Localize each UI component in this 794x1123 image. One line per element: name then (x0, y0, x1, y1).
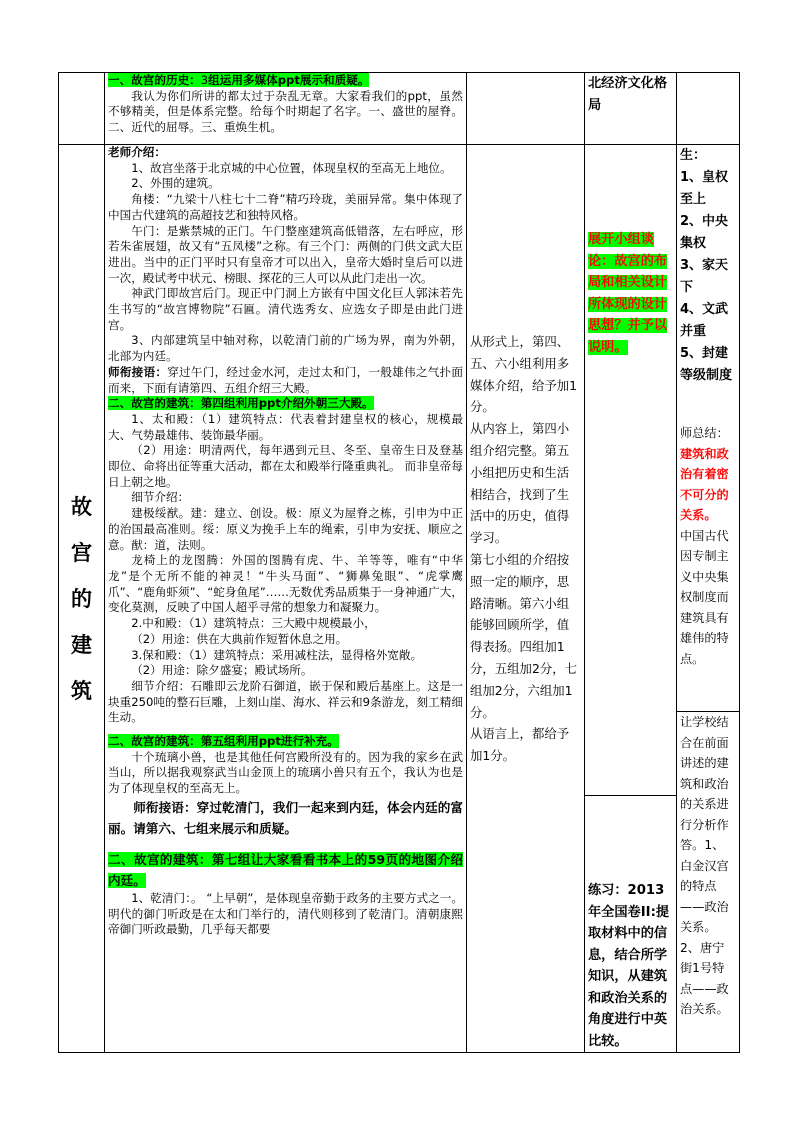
student-answers-box (677, 145, 739, 712)
summary-label: 师总结： (680, 426, 729, 440)
sec2a-p6: 2.中和殿：（1）建筑特点：三大殿中规模最小， (131, 616, 376, 631)
teacher-p6: 3、内部建筑呈中轴对称，以乾清门前的广场为界，南为外朝，北部为内廷。 (108, 333, 463, 364)
sec2a-p8: 3.保和殿：（1）建筑特点：采用减柱法，显得格外宽敞。 (131, 647, 423, 662)
section-char-5: 筑 (71, 677, 92, 703)
history-body: 我认为你们所讲的都太过于杂乱无章。大家看我们的ppt，虽然不够精美，但是体系完整。给每个时期起了名字。一、盛世的屋脊。二、近代的屈辱。三、重焕生机。 (108, 88, 463, 135)
teacher-p4: 午门：是紫禁城的正门。午门整座建筑高低错落，左右呼应，形若朱雀展翅，故又有“五凤楼”之称。有三个门：两侧的门供文武大臣进出。当中的正门平时只有皇帝才可以出入，皇帝大婚时皇后可以进一次，殿试考中状元、榜眼、探花的三人可以从此门走出一次。 (108, 223, 463, 285)
teacher-intro-title: 老师介绍： (108, 145, 166, 159)
sec2a-p5: 龙椅上的龙图腾：外国的图腾有虎、牛、羊等等，唯有“中华龙”是个无所不能的神灵！“牛头马面”、“狮鼻兔眼”、“虎掌鹰爪”、“鹿角虾须”、“蛇身鱼尾”……无数优秀品质集于一身神通广大，变化莫测，反映了中国人超乎寻常的想象力和凝聚力。 (108, 553, 463, 615)
guide-text: 让学校结合在前面讲述的建筑和政治的关系进行分析作答。1、白金汉宫的特点——政治关系。2、唐宁街1号特点——政治关系。 (680, 715, 729, 1016)
sec2c-heading: 二、故宫的建筑：第七组让大家看看书本上的59页的地图介绍内廷。 (108, 851, 464, 888)
teacher-p2: 2、外围的建筑。 (131, 176, 220, 191)
history-heading: 一、故宫的历史：3组运用多媒体ppt展示和质疑。 (108, 73, 370, 87)
bridge-1: 师衔接语：穿过午门，经过金水河，走过太和门，一般雄伟之气扑面而来，下面有请第四、五组介绍三大殿。 (108, 364, 463, 395)
student-cell (677, 145, 740, 1053)
bridge-2: 师衔接语：穿过乾清门，我们一起来到内廷，体会内廷的富丽。请第六、七组来展示和质疑。 (108, 799, 464, 836)
activity-cell (585, 145, 677, 1053)
row1-student-cell (677, 73, 740, 145)
history-content-cell (105, 73, 467, 145)
sec2a-p2: （2）用途：明清两代，每年遇到元旦、冬至、皇帝生日及登基即位、命将出征等重大活动，都在太和殿举行隆重典礼。 而非皇帝每日上朝之地。 (108, 443, 463, 489)
economic-culture-pattern: 北经济文化格局 (588, 76, 668, 113)
eval-form: 从形式上，第四、五、六小组利用多媒体介绍，给予加1分。 (470, 334, 578, 415)
eval-content: 从内容上，第四小组介绍完整。第五小组把历史和生活相结合，找到了生活中的历史，值得学习。 (470, 421, 570, 546)
row1-activity-cell (585, 73, 677, 145)
students-title: 生： (680, 148, 707, 163)
eval-groups: 第七小组的介绍按照一定的顺序，思路清晰。第六小组能够回顾所学，值得表扬。四组加1分，五组加2分，七组加2分，六组加1分。 (470, 551, 578, 720)
discussion-box (585, 229, 676, 796)
sec2c-p1: 1、乾清门：。 “上早朝”，是体现皇帝勤于政务的主要方式之一。明代的御门听政是在太和门举行的，清代则移到了乾清门。清朝康熙帝御门听政最勤，几乎每天都要 (108, 890, 463, 937)
summary-rest: 中国古代因专制主义中央集权制度而建筑具有雄伟的特点。 (680, 528, 729, 666)
discussion-text: 展开小组谈论：故宫的布局和相关设计所体现的设计思想？并予以说明。 (588, 232, 668, 355)
row1-eval-cell (467, 73, 585, 145)
answer-1: 1、皇权至上 (680, 170, 729, 207)
teacher-p5: 神武门即故宫后门。现正中门洞上方嵌有中国文化巨人郭沫若先生书写的“故宫博物院”石匾。清代选秀女、应选女子即是由此门进宫。 (108, 286, 463, 332)
sec2b-p1: 十个琉璃小兽，也是其他任何宫殿所没有的。因为我的家乡在武当山，所以据我观察武当山金顶上的琉璃小兽只有五个，我认为也是为了体现皇权的至高无上。 (108, 749, 463, 796)
eval-language: 从语言上，都给予加1分。 (470, 726, 570, 764)
answer-2: 2、中央集权 (680, 214, 729, 251)
sec2a-heading: 二、故宫的建筑：第四组利用ppt介绍外朝三大殿。 (108, 396, 374, 411)
answer-3: 3、家天下 (680, 258, 729, 295)
sec2a-p3: 细节介绍： (131, 490, 190, 505)
sec2a-p1: 1、太和殿：（1）建筑特点：代表着封建皇权的核心，规模最大、气势最雄伟、装饰最华丽。 (108, 411, 463, 442)
section-label-cell (59, 145, 105, 1053)
architecture-content-cell (105, 145, 467, 1053)
sec2b-heading: 二、故宫的建筑：第五组利用ppt进行补充。 (108, 734, 339, 749)
row1-label-cell (59, 73, 105, 145)
lesson-plan-table (58, 72, 740, 1053)
answer-5: 5、封建等级制度 (680, 346, 733, 383)
section-char-3: 的 (71, 585, 92, 611)
section-char-1: 故 (71, 493, 92, 519)
exercise-text: 练习：2013年全国卷II:提取材料中的信息，结合所学知识，从建筑和政治关系的角度进行中英比较。 (588, 883, 670, 1049)
evaluation-cell (467, 145, 585, 1053)
history-row (59, 73, 740, 145)
section-char-4: 建 (71, 631, 92, 657)
guide-box (677, 712, 739, 1020)
sec2a-p10: 细节介绍：石雕即云龙阶石御道，嵌于保和殿后基座上。这是一块重250吨的整石巨雕，上刻山崖、海水、祥云和9条游龙，刻工精细生动。 (108, 678, 463, 725)
section-char-2: 宫 (71, 539, 92, 565)
summary-red: 建筑和政治有着密不可分的关系。 (680, 446, 729, 522)
teacher-p1: 1、故宫坐落于北京城的中心位置，体现皇权的至高无上地位。 (131, 160, 452, 175)
sec2a-p7: （2）用途：供在大典前作短暂休息之用。 (131, 631, 348, 646)
sec2a-p4: 建极绥猷。建：建立、创设。极：原义为屋脊之栋，引申为中正的治国最高准则。绥：原义为挽手上车的绳索，引申为安抚、顺应之意。猷：道，法则。 (108, 506, 463, 552)
architecture-row (59, 145, 740, 1053)
exercise-box (585, 796, 676, 1052)
teacher-p3: 角楼：“九梁十八柱七十二脊”精巧玲珑，美丽异常。集中体现了中国古代建筑的高超技艺和独特风格。 (108, 192, 463, 222)
sec2a-p9: （2）用途：除夕盛宴；殿试场所。 (131, 663, 313, 678)
answer-4: 4、文武并重 (680, 302, 729, 339)
